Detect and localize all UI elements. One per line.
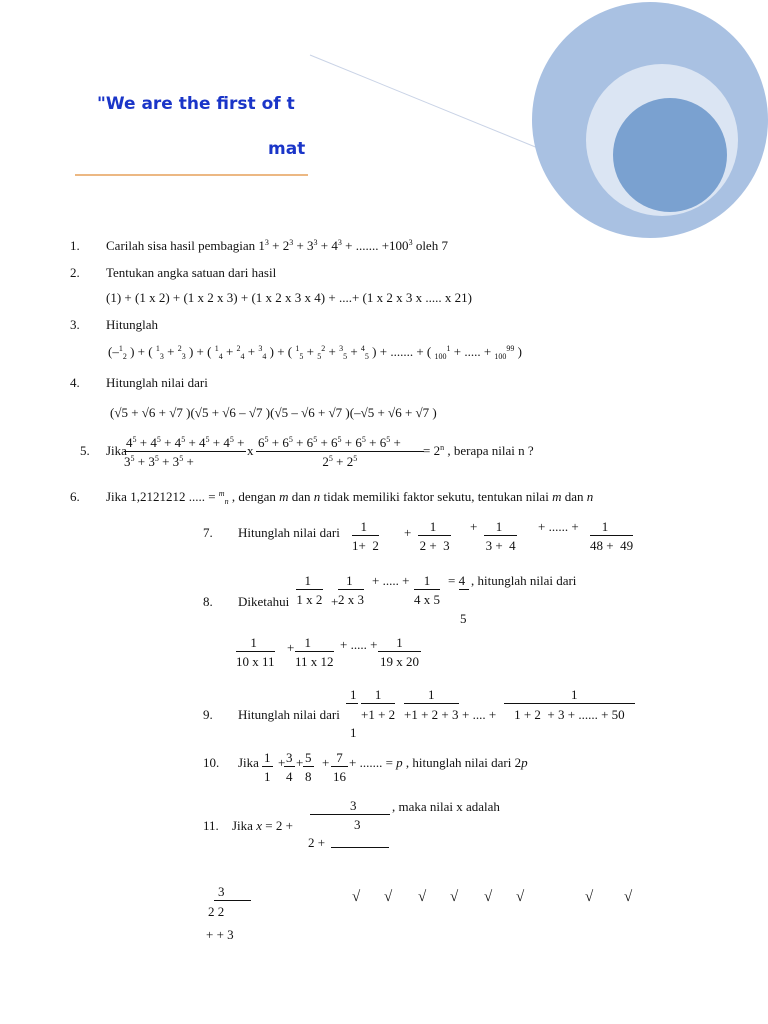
times-sign: x bbox=[247, 443, 254, 458]
radical-sign: √ bbox=[450, 889, 459, 905]
term-one-den: 1 bbox=[350, 725, 357, 740]
problem-expression: (√5 + √6 + √7 )(√5 + √6 – √7 )(√5 – √6 + √7 )(–√5 + √6 + √7 ) bbox=[110, 405, 437, 420]
ellipsis: + ...... + bbox=[538, 519, 579, 534]
problem-1: Carilah sisa hasil pembagian $1^3 + 2^3 + 3^3 + 4^3$ + ....... $+100^3$ oleh 7 bbox=[106, 238, 448, 253]
problem-text: Jika bbox=[106, 443, 127, 458]
fraction: $\frac{1}{10 x 11}$ bbox=[236, 635, 275, 669]
problem-number: 11. bbox=[203, 818, 219, 833]
problem-expression: (1) + (1 x 2) + (1 x 2 x 3) + (1 x 2 x 3 x 4) + ....+ (1 x 2 x 3 x ..... x 21) bbox=[106, 290, 472, 305]
problem-number: 10. bbox=[203, 755, 220, 770]
ellipsis: + ..... + bbox=[340, 637, 378, 652]
header-quote-line1: "We are the first of t bbox=[97, 94, 295, 114]
cf-num: 3 bbox=[350, 798, 357, 813]
problem-text: Hitunglah nilai dari bbox=[238, 525, 340, 540]
fraction: $\frac{4^5 + 4^5 + 4^5 + 4^5 + 4^5 +}{3^5 + 3^5 + 3^5 +}$ bbox=[124, 435, 245, 469]
fraction: $\frac{1}{1 + 2 + 3 + ...... + 50}$ bbox=[506, 687, 633, 722]
cf-den: 2 + bbox=[308, 835, 326, 850]
ellipsis: + .... + bbox=[462, 707, 497, 722]
fraction: $\frac{1}{2 + 3}$ bbox=[419, 519, 450, 553]
problem-number: 3. bbox=[70, 317, 80, 332]
fraction: $\frac{1}{1}$ bbox=[264, 750, 271, 784]
problem-number: 6. bbox=[70, 489, 80, 504]
fraction: $\frac{1}{2 x 3}$ bbox=[338, 573, 364, 607]
radical-sign: √ bbox=[352, 889, 361, 905]
term-one-num: 1 bbox=[350, 687, 357, 702]
problem-text: Hitunglah nilai dari bbox=[238, 707, 340, 722]
fraction: $\frac{1}{4 x 5}$ bbox=[414, 573, 440, 607]
radical-sign: √ bbox=[418, 889, 427, 905]
fraction: $\frac{1}{+1 + 2}$ bbox=[361, 687, 396, 722]
fragment-three: 3 bbox=[218, 884, 225, 899]
problem-number: 8. bbox=[203, 594, 213, 609]
problem-tail: , hitunglah nilai dari bbox=[471, 573, 577, 588]
fraction: $\frac{1}{19 x 20}$ bbox=[380, 635, 419, 669]
radical-sign: √ bbox=[484, 889, 493, 905]
header-quote-line2: mat bbox=[268, 139, 306, 159]
decor-circle-inner bbox=[613, 98, 727, 212]
problem-text: Tentukan angka satuan dari hasil bbox=[106, 265, 277, 280]
problem-text: Hitunglah nilai dari bbox=[106, 375, 208, 390]
header-decoration bbox=[0, 0, 768, 240]
fragment-plus-three: + + 3 bbox=[206, 927, 234, 942]
fraction: $\frac{1}{1 x 2}$ bbox=[296, 573, 323, 607]
radical-sign: √ bbox=[624, 889, 633, 905]
fraction: $\frac{3}{4}$ bbox=[286, 750, 293, 784]
fragment-two-two: 2 2 bbox=[208, 904, 225, 919]
problem-number: 1. bbox=[70, 238, 80, 253]
problem-text: Jika 1,2121212 ..... = $^m_n$ , dengan m dan n tidak memiliki faktor sekutu, tentukan nilai m dan n bbox=[106, 489, 594, 506]
fraction: $\frac{1}{1+ 2}$ bbox=[352, 519, 379, 553]
problem-text: Jika bbox=[238, 755, 259, 770]
diagonal-line bbox=[310, 55, 555, 155]
cf-num-2: 3 bbox=[354, 817, 361, 832]
denominator-five: 5 bbox=[460, 611, 467, 626]
ellipsis: + ..... + bbox=[372, 573, 410, 588]
fraction: $\frac{1}{+1 + 2 + 3}$ bbox=[404, 687, 459, 722]
problem-number: 9. bbox=[203, 707, 213, 722]
fraction: $\frac{1}{48 + 49}$ bbox=[590, 519, 634, 553]
problem-tail: = $2^n$ , berapa nilai n ? bbox=[423, 443, 534, 458]
problem-number: 4. bbox=[70, 375, 80, 390]
problem-text: Carilah sisa hasil pembagian bbox=[106, 238, 256, 253]
radical-sign: √ bbox=[384, 889, 393, 905]
problem-number: 5. bbox=[80, 443, 90, 458]
fraction: $\frac{5}{8}$ bbox=[305, 750, 312, 784]
fraction: $\frac{6^5 + 6^5 + 6^5 + 6^5 + 6^5 + 6^5 +}{2^5 + 2^5}$ bbox=[258, 435, 424, 469]
problem-number: 7. bbox=[203, 525, 213, 540]
fraction: $\frac{7}{16}$ bbox=[333, 750, 346, 784]
problem-tail: + ....... = p , hitunglah nilai dari 2p bbox=[349, 755, 528, 770]
equals-four: = 4 bbox=[448, 573, 466, 588]
fraction: $\frac{1}{11 x 12}$ bbox=[295, 635, 334, 669]
problem-text: Jika x = 2 + bbox=[232, 818, 293, 833]
problem-tail: , maka nilai x adalah bbox=[392, 799, 500, 814]
problem-text: Diketahui bbox=[238, 594, 290, 609]
problem-number: 2. bbox=[70, 265, 80, 280]
problem-expression: (–$^1_2$ ) + ( $^1_3$ + $^2_3$ ) + ( $^1_4$ + $^2_4$ + $^3_4$ ) + ( $^1_5$ + $_5^2$ + $^3_5$ + $^4_5$ ) + ....... + ( $_{100}^1$ + ..... + $_{100}^{99}$ ) bbox=[108, 344, 522, 361]
radical-sign: √ bbox=[516, 889, 525, 905]
problem-text: Hitunglah bbox=[106, 317, 158, 332]
fraction: $\frac{1}{3 + 4}$ bbox=[485, 519, 516, 553]
radical-sign: √ bbox=[585, 889, 594, 905]
